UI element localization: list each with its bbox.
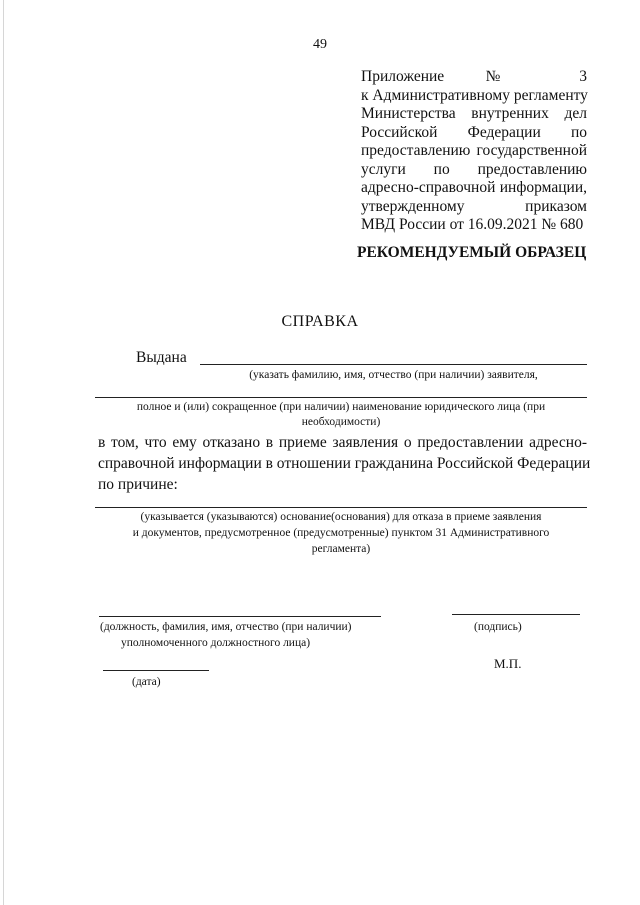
appendix-line: адресно-справочной информации, (361, 179, 587, 196)
body-line: справочной информации в отношении гражданина Российской Федерации (98, 455, 591, 472)
page-number: 49 (313, 37, 327, 52)
body-paragraph (98, 432, 591, 495)
appendix-line: предоставлению государственной (361, 142, 587, 159)
issued-caption: необходимости) (301, 416, 381, 428)
reason-caption: и документов, предусмотренное (предусмотренные) пунктом 31 Административного (132, 527, 550, 539)
official-line (99, 616, 381, 617)
official-caption: (должность, фамилия, имя, отчество (при наличии) (100, 621, 352, 633)
appendix-line: услуги по предоставлению (361, 160, 587, 178)
appendix-line: МВД России от 16.09.2021 № 680 (361, 216, 584, 233)
issued-caption: (указать фамилию, имя, отчество (при наличии) заявителя, (249, 369, 538, 381)
appendix-line: к Административному регламенту (361, 86, 588, 104)
issued-caption: полное и (или) сокращенное (при наличии) наименование юридического лица (при (136, 401, 546, 413)
date-caption: (дата) (132, 676, 161, 688)
recommended-sample-label: РЕКОМЕНДУЕМЫЙ ОБРАЗЕЦ (357, 244, 587, 261)
reason-caption: (указывается (указываются) основание(основания) для отказа в приеме заявления (140, 511, 542, 523)
appendix-line: утвержденному приказом (361, 197, 587, 215)
document-title: СПРАВКА (281, 313, 359, 330)
appendix-header (361, 68, 587, 235)
issued-to-line-2 (95, 397, 587, 398)
signature-line (452, 614, 580, 615)
appendix-line: Приложение № 3 (361, 68, 587, 85)
reason-caption: регламента) (311, 543, 371, 555)
appendix-line: Министерства внутренних дел (361, 105, 587, 122)
page-edge (3, 0, 4, 905)
issued-to-line (200, 364, 587, 365)
issued-label: Выдана (136, 349, 187, 366)
appendix-line: Российской Федерации по (361, 123, 587, 141)
date-line (103, 670, 209, 671)
signature-caption: (подпись) (474, 621, 522, 633)
stamp-label: М.П. (494, 656, 522, 671)
body-line: в том, что ему отказано в приеме заявления о предоставлении адресно- (98, 434, 587, 451)
reason-line (95, 507, 587, 508)
official-caption: уполномоченного должностного лица) (121, 637, 311, 649)
body-line: по причине: (98, 476, 178, 493)
